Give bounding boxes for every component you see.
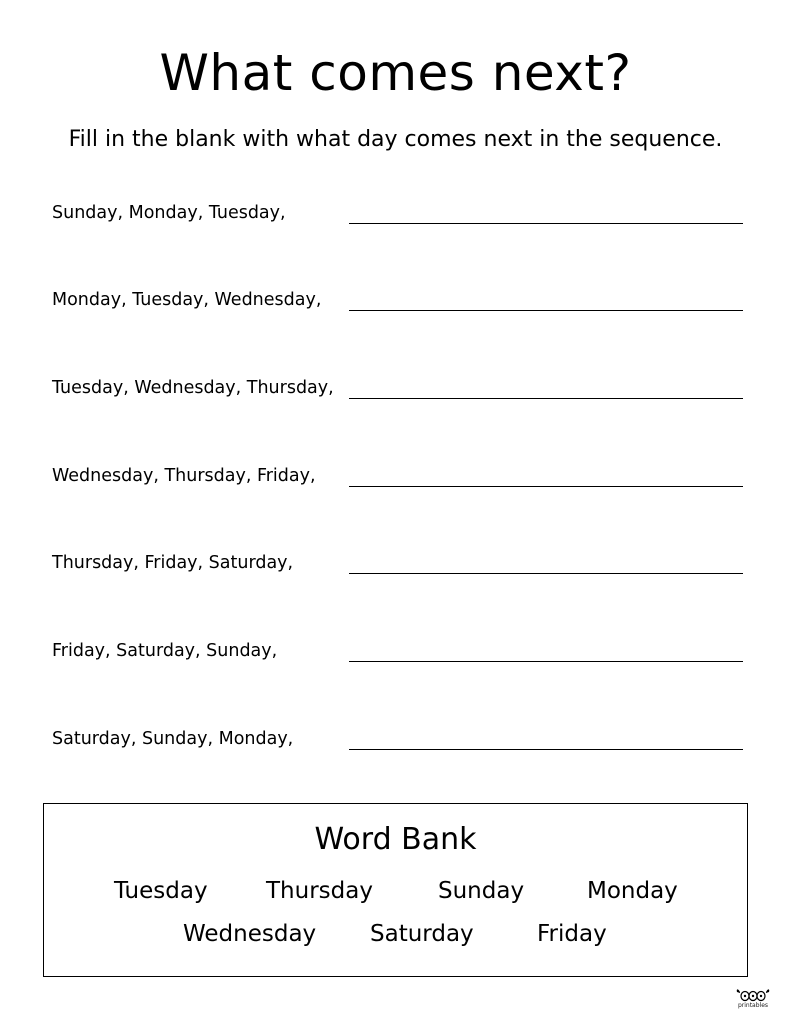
answer-blank[interactable] — [349, 385, 743, 399]
question-row — [52, 200, 744, 230]
question-sequence: Monday, Tuesday, Wednesday, — [52, 290, 322, 310]
word-bank-word: Sunday — [438, 878, 525, 904]
answer-blank[interactable] — [349, 736, 743, 750]
printabulls-logo — [735, 986, 771, 1012]
word-bank-word: Friday — [537, 921, 607, 947]
question-sequence: Thursday, Friday, Saturday, — [52, 553, 294, 573]
word-bank-word: Saturday — [370, 921, 474, 947]
question-sequence: Sunday, Monday, Tuesday, — [52, 203, 286, 223]
question-row — [52, 287, 744, 317]
question-sequence: Friday, Saturday, Sunday, — [52, 641, 278, 661]
word-bank-word: Thursday — [266, 878, 373, 904]
question-row — [52, 375, 744, 405]
instructions: Fill in the blank with what day comes next in the sequence. — [68, 127, 723, 152]
word-bank-word: Tuesday — [114, 878, 208, 904]
question-sequence: Tuesday, Wednesday, Thursday, — [52, 378, 334, 398]
answer-blank[interactable] — [349, 473, 743, 487]
answer-blank[interactable] — [349, 648, 743, 662]
question-sequence: Wednesday, Thursday, Friday, — [52, 466, 316, 486]
question-row — [52, 463, 744, 493]
question-sequence: Saturday, Sunday, Monday, — [52, 729, 294, 749]
logo-text: printables — [737, 1002, 769, 1009]
word-bank-word: Wednesday — [183, 921, 317, 947]
answer-blank[interactable] — [349, 560, 743, 574]
word-bank-title: Word Bank — [314, 822, 477, 857]
word-bank-box — [43, 803, 748, 977]
answer-blank[interactable] — [349, 210, 743, 224]
printabulls-logo-icon — [735, 986, 771, 1002]
answer-blank[interactable] — [349, 297, 743, 311]
question-row — [52, 726, 744, 756]
page-title: What comes next? — [159, 44, 632, 102]
word-bank-word: Monday — [587, 878, 678, 904]
question-row — [52, 550, 744, 580]
question-row — [52, 638, 744, 668]
